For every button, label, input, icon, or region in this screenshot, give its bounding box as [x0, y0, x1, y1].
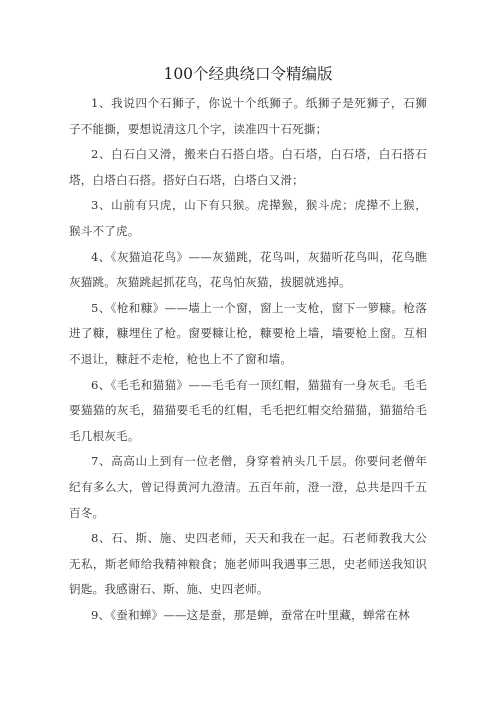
- document-title: 100个经典绕口令精编版: [163, 65, 333, 83]
- paragraph-9: 9、《蚕和蝉》——这是蚕，那是蝉，蚕常在叶里藏，蝉常在林: [91, 607, 410, 622]
- paragraph-2: 2、白石白又滑，搬来白石搭白塔。白石塔，白石塔，白石搭石塔，白塔白石搭。搭好白石塔，白塔白又滑；: [69, 147, 427, 187]
- paragraph-7: 7、高高山上到有一位老僧，身穿着衲头几千层。你要问老僧年纪有多么大，曾记得黄河九澄清。五百年前，澄一澄，总共是四千五百冬。: [69, 454, 427, 520]
- paragraph-5: 5、《枪和糠》——墙上一个窗，窗上一支枪，窗下一箩糠。枪落进了糠，糠埋住了枪。窗要糠让枪，糠要枪上墙，墙要枪上窗。互相不退让，糠赶不走枪，枪也上不了窗和墙。: [69, 300, 427, 366]
- paragraph-4: 4、《灰猫追花鸟》——灰猫跳，花鸟叫，灰猫听花鸟叫，花鸟瞧灰猫跳。灰猫跳起抓花鸟，花鸟怕灰猫，拔腿就逃掉。: [69, 249, 427, 290]
- document-body: [69, 91, 427, 628]
- paragraph-6: 6、《毛毛和猫猫》——毛毛有一顶红帽，猫猫有一身灰毛。毛毛要猫猫的灰毛，猫猫要毛毛的红帽，毛毛把红帽交给猫猫，猫猫给毛毛几根灰毛。: [69, 377, 427, 443]
- paragraph-3: 3、山前有只虎，山下有只猴。虎撵猴，猴斗虎；虎撵不上猴，猴斗不了虎。: [69, 198, 427, 238]
- paragraph-1: 1、我说四个石狮子，你说十个纸狮子。纸狮子是死狮子，石狮子不能撕，要想说清这几个字，读准四十石死撕；: [69, 96, 427, 136]
- paragraph-8: 8、石、斯、施、史四老师，天天和我在一起。石老师教我大公无私，斯老师给我精神粮食；施老师叫我遇事三思，史老师送我知识钥匙。我感谢石、斯、施、史四老师。: [69, 531, 427, 597]
